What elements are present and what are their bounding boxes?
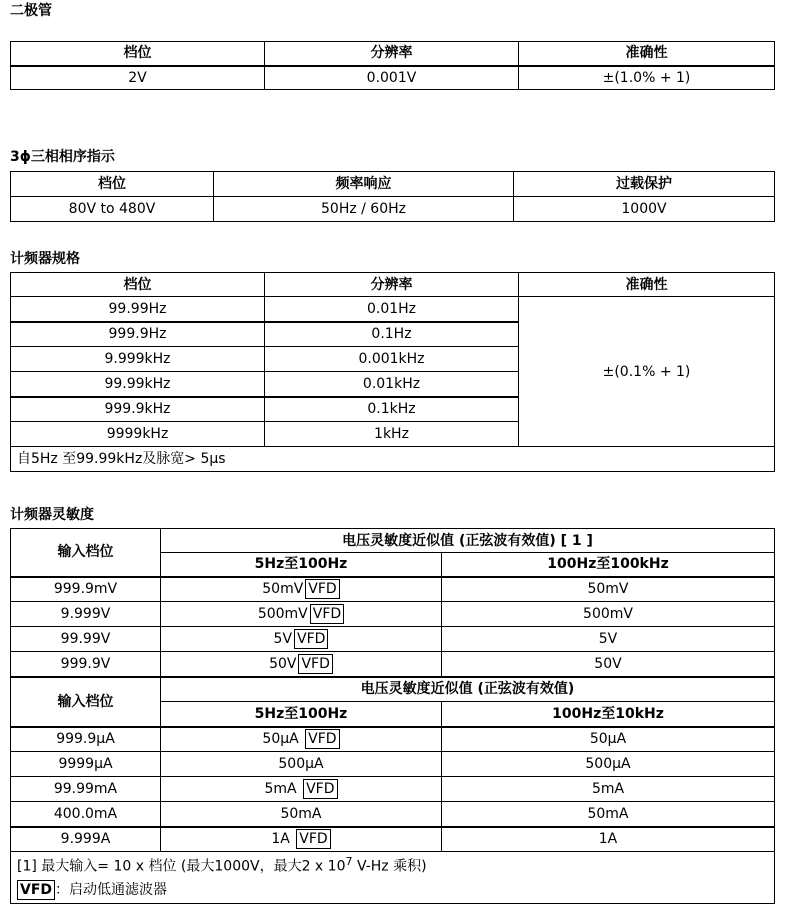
- table-row-high-freq: 50mV: [442, 577, 775, 602]
- vfd-badge: VFD: [303, 779, 337, 799]
- table-row-range: 99.99kHz: [11, 372, 265, 397]
- table-row-range: 99.99V: [11, 627, 161, 652]
- header-overload-protection: 过载保护: [514, 172, 775, 197]
- table-row-range: 9.999V: [11, 602, 161, 627]
- sens-title: 计频器灵敏度: [10, 507, 94, 523]
- header-input-range: 输入档位: [11, 529, 161, 577]
- table-row-high-freq: 500µA: [442, 752, 775, 777]
- header-input-range: 输入档位: [11, 677, 161, 727]
- header-accuracy: 准确性: [519, 42, 775, 66]
- table-row-low-freq: 50mV VFD: [161, 577, 442, 602]
- vfd-badge: VFD: [305, 729, 339, 749]
- table-row-high-freq: 5mA: [442, 777, 775, 802]
- sens-note-2: VFD ：启动低通滤波器: [11, 878, 775, 904]
- freq-note: 自5Hz 至99.99kHz及脉宽> 5µs: [11, 447, 775, 472]
- table-row-high-freq: 50mA: [442, 802, 775, 827]
- table-row-range: 9999µA: [11, 752, 161, 777]
- vfd-badge: VFD: [298, 654, 332, 674]
- table-row-low-freq: 5V VFD: [161, 627, 442, 652]
- table-row-low-freq: 50µA VFD: [161, 727, 442, 752]
- vfd-label: VFD: [17, 880, 55, 900]
- vfd-badge: VFD: [296, 829, 330, 849]
- vfd-badge: VFD: [305, 579, 339, 599]
- freq-table: [10, 272, 775, 472]
- table-row-range: 999.9Hz: [11, 322, 265, 347]
- header-frequency-response: 频率响应: [214, 172, 514, 197]
- diode-title: 二极管: [10, 3, 52, 19]
- table-row-high-freq: 50µA: [442, 727, 775, 752]
- header-100hz-10khz: 100Hz至10kHz: [442, 702, 775, 727]
- table-row-low-freq: 50V VFD: [161, 652, 442, 677]
- header-5hz-100hz: 5Hz至100Hz: [161, 702, 442, 727]
- cell-range: 2V: [11, 66, 265, 90]
- table-row-range: 9999kHz: [11, 422, 265, 447]
- header-resolution: 分辨率: [265, 42, 519, 66]
- diode-table: [10, 41, 775, 90]
- phase-title: 3ϕ三相相序指示: [10, 149, 115, 165]
- table-row-resolution: 0.01Hz: [265, 297, 519, 322]
- header-resolution: 分辨率: [265, 273, 519, 297]
- table-row-resolution: 0.001kHz: [265, 347, 519, 372]
- table-row-low-freq: 50mA: [161, 802, 442, 827]
- table-row-high-freq: 5V: [442, 627, 775, 652]
- freq-title: 计频器规格: [10, 251, 80, 267]
- table-row-range: 999.9kHz: [11, 397, 265, 422]
- table-row-low-freq: 1A VFD: [161, 827, 442, 852]
- table-row-high-freq: 500mV: [442, 602, 775, 627]
- phase-table: [10, 171, 775, 222]
- table-row-range: 9.999A: [11, 827, 161, 852]
- table-row-range: 999.9µA: [11, 727, 161, 752]
- table-row-range: 400.0mA: [11, 802, 161, 827]
- table-row-range: 99.99Hz: [11, 297, 265, 322]
- table-row-resolution: 0.1kHz: [265, 397, 519, 422]
- header-range: 档位: [11, 172, 214, 197]
- cell-range: 80V to 480V: [11, 197, 214, 222]
- vfd-badge: VFD: [310, 604, 344, 624]
- table-row-low-freq: 500mV VFD: [161, 602, 442, 627]
- table-row-high-freq: 1A: [442, 827, 775, 852]
- header-5hz-100hz: 5Hz至100Hz: [161, 553, 442, 577]
- table-row-resolution: 0.01kHz: [265, 372, 519, 397]
- header-100hz-100khz: 100Hz至100kHz: [442, 553, 775, 577]
- table-row-low-freq: 500µA: [161, 752, 442, 777]
- cell-overload-protection: 1000V: [514, 197, 775, 222]
- header-range: 档位: [11, 273, 265, 297]
- cell-accuracy: ±(1.0% + 1): [519, 66, 775, 90]
- table-row-resolution: 1kHz: [265, 422, 519, 447]
- table-row-high-freq: 50V: [442, 652, 775, 677]
- sens-table: [10, 528, 775, 904]
- header-accuracy: 准确性: [519, 273, 775, 297]
- table-row-range: 9.999kHz: [11, 347, 265, 372]
- table-row-range: 99.99mA: [11, 777, 161, 802]
- table-row-resolution: 0.1Hz: [265, 322, 519, 347]
- cell-resolution: 0.001V: [265, 66, 519, 90]
- header-range: 档位: [11, 42, 265, 66]
- table-row-range: 999.9mV: [11, 577, 161, 602]
- vfd-badge: VFD: [294, 629, 328, 649]
- table-row-range: 999.9V: [11, 652, 161, 677]
- header-voltage-sensitivity: 电压灵敏度近似值 (正弦波有效值): [161, 677, 775, 702]
- cell-frequency-response: 50Hz / 60Hz: [214, 197, 514, 222]
- freq-accuracy-cell: ±(0.1% + 1): [519, 297, 775, 447]
- sens-note-1: [1] 最大输入= 10 x 档位 (最大1000V，最大2 x $10^7$ V-Hz 乘积): [11, 852, 775, 878]
- table-row-low-freq: 5mA VFD: [161, 777, 442, 802]
- header-voltage-sensitivity: 电压灵敏度近似值 (正弦波有效值) [ 1 ]: [161, 529, 775, 553]
